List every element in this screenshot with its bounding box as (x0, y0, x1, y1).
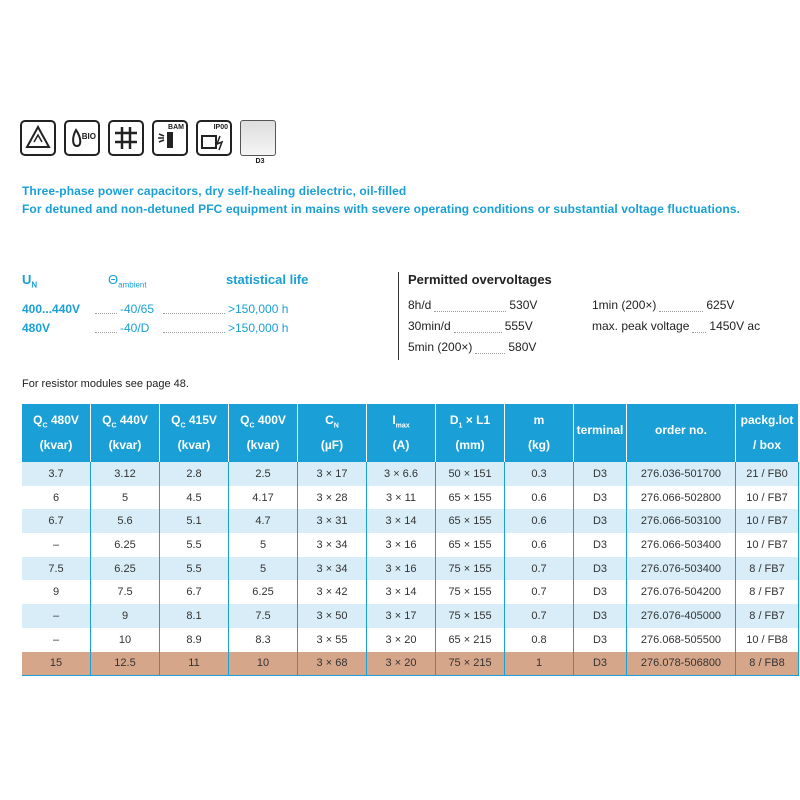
table-cell: 65 × 155 (436, 509, 505, 533)
table-cell: 2.8 (160, 462, 229, 486)
table-cell: 6.7 (22, 509, 91, 533)
table-cell: 5 (229, 557, 298, 581)
table-cell: 3 × 68 (298, 652, 367, 676)
table-cell: – (22, 533, 91, 557)
table-cell: 7.5 (22, 557, 91, 581)
table-cell: 0.6 (505, 533, 574, 557)
table-cell: 11 (160, 652, 229, 676)
table-cell: 75 × 155 (436, 580, 505, 604)
table-cell: 75 × 215 (436, 652, 505, 676)
table-cell: 3 × 20 (367, 628, 436, 652)
table-cell: 3 × 50 (298, 604, 367, 628)
column-header: $Q_C$ 400V (kvar) (229, 404, 298, 462)
d3-icon (240, 120, 280, 170)
product-heading: Three-phase power capacitors, dry self-healing dielectric, oil-filled (22, 184, 407, 198)
table-cell: 65 × 155 (436, 533, 505, 557)
overvoltage-item: 8h/d 530V (408, 298, 538, 312)
table-cell: 8 / FB7 (736, 557, 799, 581)
table-cell: 8.1 (160, 604, 229, 628)
table-cell: 5.5 (160, 557, 229, 581)
d3-terminal-image (240, 120, 276, 156)
table-cell: D3 (574, 462, 627, 486)
table-cell: 9 (22, 580, 91, 604)
column-header: packg.lot / box (736, 404, 799, 462)
table-cell: 276.068-505500 (627, 628, 736, 652)
table-cell: D3 (574, 557, 627, 581)
table-cell: 8 / FB7 (736, 580, 799, 604)
grid-icon (108, 120, 144, 156)
table-cell: 276.078-506800 (627, 652, 736, 676)
spec-row: 400...440V -40/65 >150,000 h (22, 302, 289, 316)
table-cell: 3.12 (91, 462, 160, 486)
table-cell: D3 (574, 486, 627, 510)
table-cell: 3 × 28 (298, 486, 367, 510)
table-cell: 2.5 (229, 462, 298, 486)
table-cell: 3 × 31 (298, 509, 367, 533)
table-cell: 5.6 (91, 509, 160, 533)
table-cell: 75 × 155 (436, 557, 505, 581)
overvoltage-item: 1min (200×) 625V (592, 298, 735, 312)
column-header: $D_1 \times L1$ (mm) (436, 404, 505, 462)
table-cell: 3.7 (22, 462, 91, 486)
table-body (22, 462, 799, 676)
table-cell: 12.5 (91, 652, 160, 676)
table-cell: D3 (574, 533, 627, 557)
capacitor-table (22, 404, 799, 676)
overvoltage-item: 30min/d 555V (408, 319, 533, 333)
table-cell: 8.9 (160, 628, 229, 652)
table-cell: 276.076-503400 (627, 557, 736, 581)
table-row (22, 462, 799, 486)
overvoltage-item: max. peak voltage 1450V ac (592, 319, 761, 333)
table-cell: D3 (574, 628, 627, 652)
table-row (22, 628, 799, 652)
table-row (22, 509, 799, 533)
table-cell: 0.6 (505, 509, 574, 533)
table-cell: 7.5 (229, 604, 298, 628)
table-row (22, 604, 799, 628)
table-cell: 5.1 (160, 509, 229, 533)
column-header: $Q_C$ 480V (kvar) (22, 404, 91, 462)
table-cell: 6.25 (229, 580, 298, 604)
table-cell: 3 × 34 (298, 533, 367, 557)
table-cell: 0.8 (505, 628, 574, 652)
table-cell: 5.5 (160, 533, 229, 557)
column-header: $C_N$ (µF) (298, 404, 367, 462)
table-cell: 6.7 (160, 580, 229, 604)
table-cell: 8.3 (229, 628, 298, 652)
table-header-row (22, 404, 799, 462)
table-cell: 3 × 17 (298, 462, 367, 486)
table-cell: 276.076-405000 (627, 604, 736, 628)
table-cell: 3 × 42 (298, 580, 367, 604)
bam-label: BAM (168, 124, 184, 131)
table-cell: 0.7 (505, 580, 574, 604)
table-cell: 276.036-501700 (627, 462, 736, 486)
table-cell: 1 (505, 652, 574, 676)
ip00-icon (196, 120, 232, 156)
table-cell: 15 (22, 652, 91, 676)
table-cell: 10 / FB8 (736, 628, 799, 652)
table-cell: 21 / FB0 (736, 462, 799, 486)
table-cell: 10 / FB7 (736, 486, 799, 510)
table-cell: 6.25 (91, 533, 160, 557)
table-cell: 65 × 155 (436, 486, 505, 510)
resistor-note: For resistor modules see page 48. (22, 378, 189, 390)
table-cell: 10 (91, 628, 160, 652)
table-cell: D3 (574, 509, 627, 533)
table-cell: 3 × 34 (298, 557, 367, 581)
table-cell: 75 × 155 (436, 604, 505, 628)
table-cell: 7.5 (91, 580, 160, 604)
table-cell: 0.7 (505, 604, 574, 628)
table-cell: 6.25 (91, 557, 160, 581)
divider (398, 272, 399, 360)
spec-header-theta: $\Theta_{ambient}$ (108, 272, 147, 290)
table-cell: 8 / FB7 (736, 604, 799, 628)
table-cell: – (22, 628, 91, 652)
table-cell: 3 × 6.6 (367, 462, 436, 486)
table-row (22, 533, 799, 557)
table-cell: 5 (91, 486, 160, 510)
table-cell: 4.5 (160, 486, 229, 510)
spec-header-life: statistical life (226, 272, 309, 287)
table-cell: 276.066-502800 (627, 486, 736, 510)
recycling-icon (20, 120, 56, 156)
column-header: $Q_C$ 415V (kvar) (160, 404, 229, 462)
table-cell: 3 × 55 (298, 628, 367, 652)
table-cell: 10 / FB7 (736, 533, 799, 557)
table-cell: 276.066-503100 (627, 509, 736, 533)
table-cell: 3 × 17 (367, 604, 436, 628)
bam-icon (152, 120, 188, 156)
table-cell: 3 × 20 (367, 652, 436, 676)
table-cell: 3 × 16 (367, 557, 436, 581)
table-cell: 276.066-503400 (627, 533, 736, 557)
table-cell: 5 (229, 533, 298, 557)
bio-oil-icon (64, 120, 100, 156)
column-header: $Q_C$ 440V (kvar) (91, 404, 160, 462)
table-row (22, 557, 799, 581)
certification-icons (20, 120, 280, 170)
table-cell: 8 / FB8 (736, 652, 799, 676)
overvoltages-title: Permitted overvoltages (408, 272, 552, 287)
bio-label: BIO (81, 132, 96, 141)
table-cell: 4.7 (229, 509, 298, 533)
column-header: $I_{max}$ (A) (367, 404, 436, 462)
table-cell: D3 (574, 652, 627, 676)
table-row (22, 580, 799, 604)
table-cell: D3 (574, 580, 627, 604)
overvoltage-item: 5min (200×) 580V (408, 340, 537, 354)
column-header: order no. (627, 404, 736, 462)
table-cell: 3 × 14 (367, 509, 436, 533)
table-cell: 3 × 16 (367, 533, 436, 557)
product-subheading: For detuned and non-detuned PFC equipment in mains with severe operating conditions or substantial voltage fluctuations. (22, 202, 741, 216)
column-header: m (kg) (505, 404, 574, 462)
table-cell: 0.7 (505, 557, 574, 581)
table-cell: 3 × 11 (367, 486, 436, 510)
table-cell: D3 (574, 604, 627, 628)
table-row (22, 486, 799, 510)
table-row (22, 652, 799, 676)
table-cell: 0.3 (505, 462, 574, 486)
table-cell: 276.076-504200 (627, 580, 736, 604)
table-cell: 65 × 215 (436, 628, 505, 652)
table-cell: 4.17 (229, 486, 298, 510)
spec-header-un: $U_N$ (22, 272, 38, 290)
table-cell: 10 / FB7 (736, 509, 799, 533)
spec-row: 480V -40/D >150,000 h (22, 321, 289, 335)
table-cell: – (22, 604, 91, 628)
table-cell: 0.6 (505, 486, 574, 510)
d3-label: D3 (255, 158, 265, 165)
table-cell: 50 × 151 (436, 462, 505, 486)
column-header: terminal (574, 404, 627, 462)
table-cell: 6 (22, 486, 91, 510)
table-cell: 3 × 14 (367, 580, 436, 604)
ip00-label: IP00 (213, 124, 228, 131)
table-cell: 10 (229, 652, 298, 676)
table-cell: 9 (91, 604, 160, 628)
